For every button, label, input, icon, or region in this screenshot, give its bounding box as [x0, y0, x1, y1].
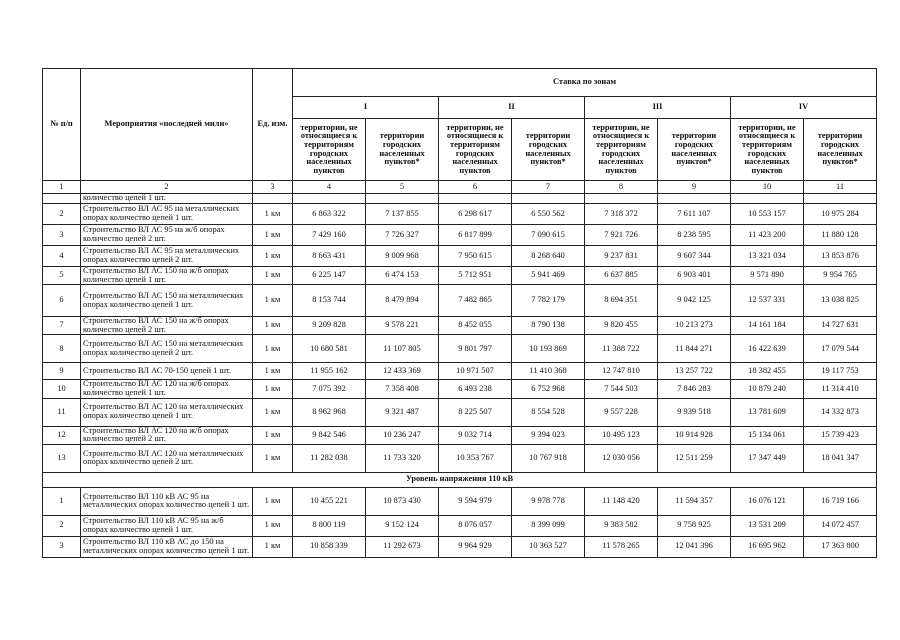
row-number: 1 [43, 487, 81, 515]
table-row [43, 335, 877, 363]
header-sub-not-city: территории, не относящиеся к территориям городских населенных пунктов [585, 119, 658, 181]
header-zone-2: II [439, 97, 585, 119]
row-number: 11 [43, 398, 81, 426]
row-event-name: Строительство ВЛ АС 120 на металлических опорах количество цепей 2 шт. [81, 444, 253, 472]
rate-value: 7 318 372 [585, 204, 658, 225]
header-event: Мероприятия «последней мили» [81, 69, 253, 181]
rate-value: 8 554 528 [512, 398, 585, 426]
rate-value: 8 238 595 [658, 225, 731, 246]
section-row [43, 472, 877, 487]
table-row [43, 285, 877, 317]
rate-value: 10 553 157 [731, 204, 804, 225]
row-unit: 1 км [253, 246, 293, 267]
table-row [43, 444, 877, 472]
continuation-text: количество цепей 1 шт. [81, 194, 253, 204]
section-title: Уровень напряжения 110 кВ [43, 472, 877, 487]
rate-value: 10 858 339 [293, 536, 366, 557]
rate-value: 8 076 057 [439, 515, 512, 536]
index-cell: 7 [512, 181, 585, 194]
table-row [43, 487, 877, 515]
rate-value: 9 383 582 [585, 515, 658, 536]
rate-value: 6 817 899 [439, 225, 512, 246]
rate-value: 6 752 968 [512, 380, 585, 398]
rate-value: 11 107 805 [366, 335, 439, 363]
rate-value: 11 314 410 [804, 380, 877, 398]
rate-value: 7 726 327 [366, 225, 439, 246]
table-row [43, 363, 877, 380]
table-row [43, 515, 877, 536]
rate-value: 7 544 503 [585, 380, 658, 398]
table-row [43, 204, 877, 225]
rate-value: 10 213 273 [658, 317, 731, 335]
rate-value: 11 733 320 [366, 444, 439, 472]
rate-value: 7 090 615 [512, 225, 585, 246]
row-event-name: Строительство ВЛ АС 120 на ж/б опорах количество цепей 2 шт. [81, 426, 253, 444]
rate-value: 7 950 615 [439, 246, 512, 267]
header-sub-city: территории городских населенных пунктов* [512, 119, 585, 181]
header-sub-city: территории городских населенных пунктов* [366, 119, 439, 181]
rate-value: 9 801 797 [439, 335, 512, 363]
rate-value: 9 820 455 [585, 317, 658, 335]
rate-value: 6 637 885 [585, 267, 658, 285]
row-number: 3 [43, 536, 81, 557]
rate-value: 6 903 401 [658, 267, 731, 285]
rate-value: 8 268 640 [512, 246, 585, 267]
rate-value: 10 873 430 [366, 487, 439, 515]
rate-value: 9 152 124 [366, 515, 439, 536]
rate-value: 11 148 420 [585, 487, 658, 515]
index-cell: 10 [731, 181, 804, 194]
row-number: 4 [43, 246, 81, 267]
index-cell: 3 [253, 181, 293, 194]
row-event-name: Строительство ВЛ АС 150 на ж/б опорах количество цепей 1 шт. [81, 267, 253, 285]
rate-value: 7 921 726 [585, 225, 658, 246]
row-number: 2 [43, 204, 81, 225]
table-body-110kv [43, 472, 877, 557]
rate-value: 17 079 544 [804, 335, 877, 363]
rate-value: 10 879 240 [731, 380, 804, 398]
row-number: 5 [43, 267, 81, 285]
table-row [43, 246, 877, 267]
row-number: 7 [43, 317, 81, 335]
rate-value: 8 790 138 [512, 317, 585, 335]
rate-value: 8 225 507 [439, 398, 512, 426]
rate-value: 13 531 209 [731, 515, 804, 536]
header-zone-3: III [585, 97, 731, 119]
row-unit: 1 км [253, 204, 293, 225]
rate-value: 9 964 929 [439, 536, 512, 557]
row-unit: 1 км [253, 487, 293, 515]
row-number: 9 [43, 363, 81, 380]
rate-value: 17 363 800 [804, 536, 877, 557]
row-event-name: Строительство ВЛ АС 95 на металлических опорах количество цепей 1 шт. [81, 204, 253, 225]
rate-value: 10 495 123 [585, 426, 658, 444]
header-sub-not-city: территории, не относящиеся к территориям городских населенных пунктов [731, 119, 804, 181]
row-number: 8 [43, 335, 81, 363]
row-number: 6 [43, 285, 81, 317]
rate-value: 11 282 038 [293, 444, 366, 472]
rate-value: 7 611 107 [658, 204, 731, 225]
rate-value: 6 493 238 [439, 380, 512, 398]
rate-value: 5 941 469 [512, 267, 585, 285]
index-cell: 1 [43, 181, 81, 194]
rate-value: 16 422 639 [731, 335, 804, 363]
row-unit: 1 км [253, 317, 293, 335]
row-event-name: Строительство ВЛ АС 120 на металлических опорах количество цепей 1 шт. [81, 398, 253, 426]
rate-value: 9 954 765 [804, 267, 877, 285]
row-unit: 1 км [253, 444, 293, 472]
rate-value: 9 394 023 [512, 426, 585, 444]
rate-value: 18 382 455 [731, 363, 804, 380]
rate-value: 10 680 581 [293, 335, 366, 363]
index-cell: 8 [585, 181, 658, 194]
header-sub-not-city: территории, не относящиеся к территориям городских населенных пунктов [293, 119, 366, 181]
rate-value: 8 962 968 [293, 398, 366, 426]
row-event-name: Строительство ВЛ АС 150 на металлических опорах количество цепей 1 шт. [81, 285, 253, 317]
row-unit: 1 км [253, 225, 293, 246]
table-row [43, 267, 877, 285]
header-sub-city: территории городских населенных пунктов* [804, 119, 877, 181]
index-cell: 2 [81, 181, 253, 194]
rate-value: 11 410 368 [512, 363, 585, 380]
rate-value: 10 455 221 [293, 487, 366, 515]
rate-value: 9 607 344 [658, 246, 731, 267]
rate-value: 13 321 034 [731, 246, 804, 267]
table-body [43, 194, 877, 473]
rate-value: 8 663 431 [293, 246, 366, 267]
rate-value: 9 939 518 [658, 398, 731, 426]
row-unit: 1 км [253, 398, 293, 426]
table-row [43, 317, 877, 335]
rate-value: 14 072 457 [804, 515, 877, 536]
row-unit: 1 км [253, 267, 293, 285]
table-row [43, 398, 877, 426]
rate-value: 10 975 284 [804, 204, 877, 225]
rate-value: 9 842 546 [293, 426, 366, 444]
rate-value: 7 075 392 [293, 380, 366, 398]
index-cell: 4 [293, 181, 366, 194]
rate-value: 12 041 396 [658, 536, 731, 557]
rate-value: 9 557 228 [585, 398, 658, 426]
rate-value: 10 767 918 [512, 444, 585, 472]
table-header [43, 69, 877, 194]
row-unit: 1 км [253, 426, 293, 444]
rate-value: 11 594 357 [658, 487, 731, 515]
index-cell: 5 [366, 181, 439, 194]
row-number: 10 [43, 380, 81, 398]
row-event-name: Строительство ВЛ 110 кВ АС 95 на ж/б опорах количество цепей 1 шт. [81, 515, 253, 536]
rate-value: 7 782 179 [512, 285, 585, 317]
rate-value: 8 399 099 [512, 515, 585, 536]
rate-value: 7 137 855 [366, 204, 439, 225]
rate-value: 19 117 753 [804, 363, 877, 380]
rate-value: 11 292 673 [366, 536, 439, 557]
row-unit: 1 км [253, 363, 293, 380]
row-event-name: Строительство ВЛ АС 150 на металлических опорах количество цепей 2 шт. [81, 335, 253, 363]
rate-value: 15 739 423 [804, 426, 877, 444]
index-cell: 6 [439, 181, 512, 194]
row-unit: 1 км [253, 515, 293, 536]
rate-value: 13 038 825 [804, 285, 877, 317]
row-unit: 1 км [253, 380, 293, 398]
rate-value: 9 758 925 [658, 515, 731, 536]
rate-value: 8 694 351 [585, 285, 658, 317]
rate-value: 9 237 831 [585, 246, 658, 267]
rate-value: 5 712 951 [439, 267, 512, 285]
rate-value: 7 846 283 [658, 380, 731, 398]
row-number: 13 [43, 444, 81, 472]
rate-value: 12 511 259 [658, 444, 731, 472]
rate-value: 12 030 056 [585, 444, 658, 472]
row-event-name: Строительство ВЛ АС 95 на металлических опорах количество цепей 2 шт. [81, 246, 253, 267]
table-row [43, 225, 877, 246]
rate-value: 12 537 331 [731, 285, 804, 317]
header-zone-1: I [293, 97, 439, 119]
row-event-name: Строительство ВЛ АС 120 на ж/б опорах количество цепей 1 шт. [81, 380, 253, 398]
rate-value: 10 236 247 [366, 426, 439, 444]
rate-value: 13 781 609 [731, 398, 804, 426]
tariff-table [42, 68, 877, 558]
table-row [43, 380, 877, 398]
header-sub-not-city: территории, не относящиеся к территориям городских населенных пунктов [439, 119, 512, 181]
rate-value: 9 042 125 [658, 285, 731, 317]
rate-value: 15 134 061 [731, 426, 804, 444]
rate-value: 13 257 722 [658, 363, 731, 380]
rate-value: 9 578 221 [366, 317, 439, 335]
rate-value: 12 747 810 [585, 363, 658, 380]
rate-value: 18 041 347 [804, 444, 877, 472]
rate-value: 14 161 184 [731, 317, 804, 335]
rate-value: 11 423 200 [731, 225, 804, 246]
rate-value: 10 353 767 [439, 444, 512, 472]
row-number: 3 [43, 225, 81, 246]
rate-value: 6 474 153 [366, 267, 439, 285]
rate-value: 8 479 894 [366, 285, 439, 317]
rate-value: 16 719 166 [804, 487, 877, 515]
rate-value: 13 853 876 [804, 246, 877, 267]
header-no: № п/п [43, 69, 81, 181]
row-event-name: Строительство ВЛ 110 кВ АС до 150 на металлических опорах количество цепей 1 шт. [81, 536, 253, 557]
rate-value: 6 863 322 [293, 204, 366, 225]
rate-value: 9 594 979 [439, 487, 512, 515]
row-event-name: Строительство ВЛ 110 кВ АС 95 на металлических опорах количество цепей 1 шт. [81, 487, 253, 515]
rate-value: 8 452 055 [439, 317, 512, 335]
rate-value: 6 550 562 [512, 204, 585, 225]
rate-value: 14 332 873 [804, 398, 877, 426]
row-number: 12 [43, 426, 81, 444]
rate-value: 10 193 869 [512, 335, 585, 363]
rate-value: 7 358 408 [366, 380, 439, 398]
rate-value: 9 571 890 [731, 267, 804, 285]
rate-value: 10 914 928 [658, 426, 731, 444]
index-cell: 11 [804, 181, 877, 194]
rate-value: 11 388 722 [585, 335, 658, 363]
row-event-name: Строительство ВЛ АС 95 на ж/б опорах количество цепей 2 шт. [81, 225, 253, 246]
rate-value: 8 800 119 [293, 515, 366, 536]
table-row [43, 536, 877, 557]
rate-value: 10 971 507 [439, 363, 512, 380]
rate-value: 9 321 487 [366, 398, 439, 426]
rate-value: 6 225 147 [293, 267, 366, 285]
header-rate-title: Ставка по зонам [293, 69, 877, 97]
rate-value: 12 433 369 [366, 363, 439, 380]
index-cell: 9 [658, 181, 731, 194]
rate-value: 11 578 265 [585, 536, 658, 557]
rate-value: 10 363 527 [512, 536, 585, 557]
header-sub-city: территории городских населенных пунктов* [658, 119, 731, 181]
rate-value: 9 209 828 [293, 317, 366, 335]
rate-value: 17 347 449 [731, 444, 804, 472]
row-unit: 1 км [253, 536, 293, 557]
table-row [43, 426, 877, 444]
rate-value: 11 844 271 [658, 335, 731, 363]
header-unit: Ед. изм. [253, 69, 293, 181]
row-number: 2 [43, 515, 81, 536]
row-unit: 1 км [253, 335, 293, 363]
rate-value: 7 429 160 [293, 225, 366, 246]
rate-value: 6 298 617 [439, 204, 512, 225]
row-unit: 1 км [253, 285, 293, 317]
header-zone-4: IV [731, 97, 877, 119]
rate-value: 16 076 121 [731, 487, 804, 515]
row-event-name: Строительство ВЛ АС 150 на ж/б опорах количество цепей 2 шт. [81, 317, 253, 335]
rate-value: 8 153 744 [293, 285, 366, 317]
rate-value: 14 727 631 [804, 317, 877, 335]
rate-value: 9 978 778 [512, 487, 585, 515]
row-event-name: Строительство ВЛ АС 70-150 цепей 1 шт. [81, 363, 253, 380]
rate-value: 11 955 162 [293, 363, 366, 380]
rate-value: 7 482 865 [439, 285, 512, 317]
rate-value: 9 009 968 [366, 246, 439, 267]
rate-value: 16 695 962 [731, 536, 804, 557]
rate-value: 9 032 714 [439, 426, 512, 444]
continuation-row [43, 194, 877, 204]
rate-value: 11 880 128 [804, 225, 877, 246]
